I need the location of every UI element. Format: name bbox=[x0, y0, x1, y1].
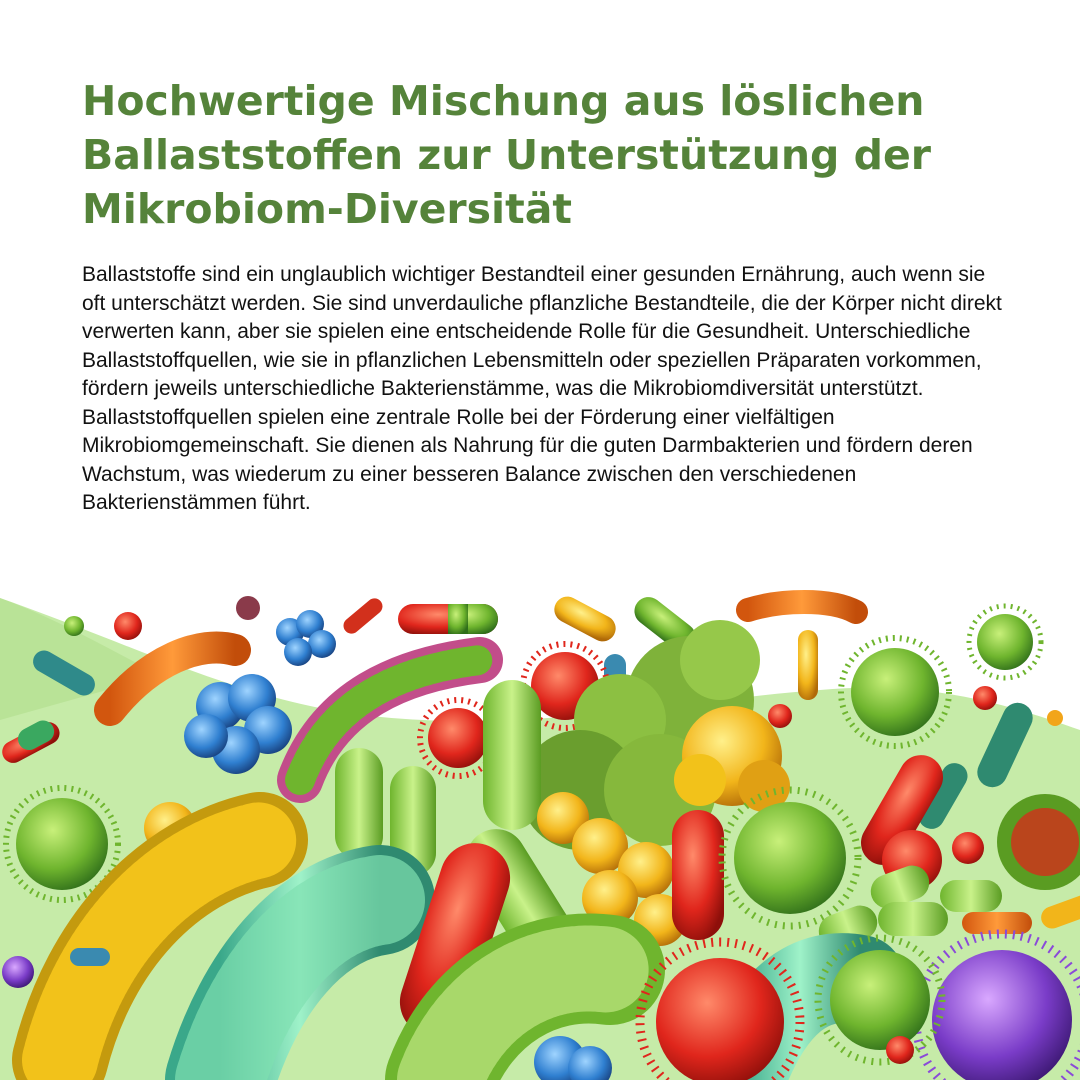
bacterium-orange-top bbox=[748, 602, 856, 612]
red-ball-small bbox=[952, 832, 984, 864]
red-dot-right bbox=[973, 686, 997, 710]
capsule-yellow bbox=[550, 592, 620, 646]
capsule-red-green bbox=[398, 604, 498, 634]
red-dot bbox=[768, 704, 792, 728]
rod-orange-right bbox=[962, 912, 1032, 934]
rod-blue-small bbox=[70, 948, 110, 966]
virus-green-right bbox=[841, 638, 949, 746]
rod-yellow bbox=[798, 630, 818, 700]
rod-lime-tall bbox=[483, 680, 541, 830]
title-line-3: Mikrobiom-Diversität bbox=[82, 185, 572, 233]
purple-dot bbox=[2, 956, 34, 988]
virus-green-right-top bbox=[969, 606, 1041, 678]
berry-dot bbox=[236, 596, 260, 620]
red-dot-bottom bbox=[886, 1036, 914, 1064]
page-title bbox=[82, 74, 1022, 236]
title-line-2: Ballaststoffen zur Unterstützung der bbox=[82, 131, 932, 179]
rod-red-small bbox=[340, 595, 386, 637]
rod-lime-left bbox=[335, 748, 383, 860]
orange-dot bbox=[114, 612, 142, 640]
microbiome-illustration bbox=[0, 580, 1080, 1080]
blue-cluster-top bbox=[276, 610, 336, 666]
body-paragraph: Ballaststoffe sind ein unglaublich wichtiger Bestandteil einer gesunden Ernährung, auch wenn sie oft unterschätzt werden. Sie sind unverdauliche pflanzliche Bestandteile, die der Körper nicht direkt verwerten kann, aber sie spielen eine entscheidende Rolle für die Gesundheit. Unterschiedliche Ballaststoffquellen, wie sie in pflanzlichen Lebensmitteln oder speziellen Präparaten vorkommen, fördern jeweils unterschiedliche Bakterienstämme, was die Mikrobiomdiversität unterstützt. Ballaststoffquellen spielen eine zentrale Rolle bei der Förderung einer vielfältigen Mikrobiomgemeinschaft. Sie dienen als Nahrung für die guten Darmbakterien und fördern deren Wachstum, was wiederum zu einer besseren Balance zwischen den verschiedenen Bakterienstämmen führt. bbox=[82, 263, 1002, 514]
yellow-dot bbox=[1047, 710, 1063, 726]
title-line-1: Hochwertige Mischung aus löslichen bbox=[82, 77, 925, 125]
rod-red-center bbox=[672, 810, 724, 940]
green-dot bbox=[64, 616, 84, 636]
